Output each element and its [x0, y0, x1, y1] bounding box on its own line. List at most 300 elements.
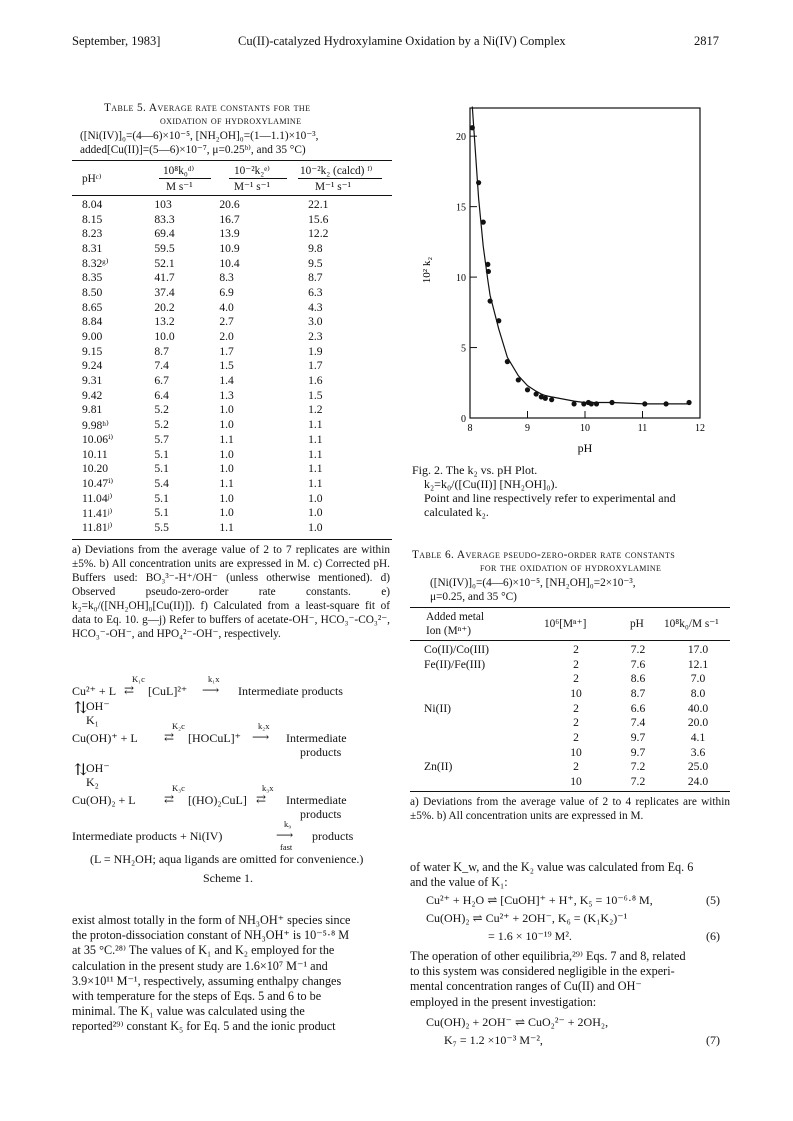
table-cell: 8.35: [82, 271, 103, 285]
table-cell: 9.42: [82, 388, 103, 402]
table-cell: 1.9: [308, 344, 323, 358]
body-line: minimal. The K₁ value was calculated using the: [72, 1004, 305, 1019]
data-point: [516, 377, 521, 382]
table-cell: 8.15: [82, 212, 103, 226]
table-cell: 5.1: [154, 447, 169, 461]
x-tick-label: 10: [580, 423, 590, 434]
data-point: [609, 400, 614, 405]
table-row: [82, 256, 392, 271]
table-cell: 20.2: [154, 300, 175, 314]
data-point: [488, 298, 493, 303]
scheme-r2-products-line2: products: [300, 745, 342, 759]
table5-conditions-line2: added[Cu(II)]=(5—6)×10⁻⁷, μ=0.25ᵇ⁾, and 35 °C): [80, 144, 306, 156]
equilibrium-arrow-icon: ⇄: [256, 792, 267, 806]
table-cell: 8.32ᵍ⁾: [82, 257, 109, 271]
table-cell: 9.24: [82, 359, 103, 373]
table-cell: 1.1: [219, 476, 234, 490]
table-cell: 13.2: [154, 315, 175, 329]
table6-title-line2: for the oxidation of hydroxylamine: [480, 562, 662, 574]
table5-col-k0-unit: M s⁻¹: [166, 181, 193, 193]
table-cell: 13.9: [219, 227, 240, 241]
table-cell: 1.7: [308, 359, 323, 373]
table-cell: 1.0: [219, 418, 234, 432]
table-cell: 10.9: [219, 241, 240, 255]
data-point: [589, 401, 594, 406]
table-row: [424, 745, 730, 760]
table6-header-rule: [410, 640, 730, 641]
table-cell: 2: [573, 730, 579, 744]
table-cell: Ni(II): [424, 701, 452, 715]
table-cell: 2: [573, 716, 579, 730]
y-tick-label: 15: [456, 202, 466, 214]
scheme-r4-k: k₉: [284, 819, 292, 829]
table5-title-line2: oxidation of hydroxylamine: [160, 115, 302, 127]
table-cell: [424, 745, 542, 760]
table-cell: 1.3: [219, 388, 234, 402]
table-cell: 4.0: [219, 300, 234, 314]
table-cell: 9.15: [82, 344, 103, 358]
table-cell: 3.6: [690, 745, 706, 759]
table-cell: 10.4: [219, 256, 240, 270]
table-cell: 1.0: [219, 506, 234, 520]
body-line: calculation in the present study are 1.6×10⁷ M⁻¹ and: [72, 958, 328, 973]
data-point: [496, 318, 501, 323]
table-cell: 15.6: [308, 212, 329, 226]
table-cell: 9.81: [82, 403, 103, 417]
table5-col-k0: 10⁸k₀ᵈ⁾: [163, 165, 195, 177]
table-cell: [424, 774, 542, 789]
table-cell: 1.0: [219, 447, 234, 461]
table6-body: [424, 642, 730, 789]
table-row: [424, 774, 730, 789]
data-point: [581, 401, 586, 406]
table5-col-k2calc-bar: [298, 178, 382, 179]
data-point: [594, 401, 599, 406]
table-cell: 12.1: [687, 657, 709, 671]
data-point: [549, 397, 554, 402]
data-point: [485, 262, 490, 267]
table5-footnote: a) Deviations from the average value of 2 to 7 replicates are within ±5%. b) All concentration units are expressed in M. c) Corrected pH. Buffers used: BO₃³⁻-H⁺/OH⁻ (unless otherwise mentioned). d) Observed pseudo-zero-order rate constants. e) k₂=k₀/([NH₂OH]₀[Cu(II)]). f) Calculated from a least-square fit of data to Eq. 10. g—j) Refer to buffers of acetate-OH⁻, HCO₃⁻-CO₃²⁻, HCO₃⁻-OH⁻, and HPO₄²⁻-OH⁻, respectively.: [72, 544, 390, 640]
table-row: [82, 359, 392, 374]
table-cell: 5.1: [154, 506, 169, 520]
table-cell: 41.7: [154, 271, 175, 285]
table-cell: 1.6: [308, 374, 323, 388]
table-cell: Fe(II)/Fe(III): [424, 657, 486, 671]
table-cell: 1.1: [308, 447, 323, 461]
table-cell: 6.7: [154, 374, 169, 388]
table-cell: 12.2: [308, 227, 329, 241]
y-tick-label: 5: [461, 343, 466, 355]
table-cell: 1.1: [308, 476, 323, 490]
table-cell: 1.1: [219, 432, 234, 446]
table-cell: 1.2: [308, 403, 323, 417]
table-cell: 37.4: [154, 285, 175, 299]
data-point: [534, 391, 539, 396]
table-cell: 5.1: [154, 491, 169, 505]
table-row: [82, 226, 392, 241]
table-row: [82, 285, 392, 300]
body-line: employed in the present investigation:: [410, 994, 597, 1009]
equilibrium-arrow-icon: ⇄: [164, 730, 175, 744]
table-cell: 1.0: [219, 462, 234, 476]
equilibrium-arrow-icon: ⇄: [124, 683, 135, 697]
table-cell: 7.2: [630, 775, 646, 789]
table-cell: 1.5: [308, 388, 323, 402]
table-cell: 5.4: [154, 476, 169, 490]
table-cell: 1.0: [308, 506, 323, 520]
table5-col-k2calc-unit: M⁻¹ s⁻¹: [315, 181, 351, 193]
table-cell: 11.41ʲ⁾: [82, 506, 113, 520]
calculated-k2-line: [472, 107, 689, 404]
table6-conditions: ([Ni(IV)]₀=(4—6)×10⁻⁵, [NH₂OH]₀=2×10⁻³,: [430, 577, 636, 589]
vertical-equilibrium-icon: ⇅: [74, 762, 88, 779]
data-point: [470, 125, 475, 130]
table-cell: 10.20: [82, 462, 109, 476]
body-line: with temperature for the steps of Eqs. 5 and 6 to be: [72, 989, 322, 1004]
table-row: [82, 520, 392, 535]
table-cell: 2.7: [219, 315, 234, 329]
data-point: [543, 396, 548, 401]
table5-header-rule: [72, 195, 392, 196]
scheme-r1-complex: [CuL]²⁺: [148, 684, 188, 698]
table-cell: 8.50: [82, 285, 103, 299]
x-tick-label: 8: [467, 423, 473, 434]
data-point: [525, 387, 530, 392]
table-cell: 8.84: [82, 315, 103, 329]
scheme-r3-products: Intermediate: [286, 793, 347, 807]
table-cell: 11.04ʲ⁾: [82, 492, 113, 506]
table-cell: 1.0: [219, 403, 234, 417]
table-cell: 5.7: [154, 432, 169, 446]
table-row: [82, 197, 392, 212]
scheme-r2-k: K₂c: [172, 721, 185, 731]
data-point: [476, 180, 481, 185]
table-cell: 10.0: [154, 330, 175, 344]
data-point: [486, 269, 491, 274]
table-cell: 7.4: [630, 716, 646, 730]
body-line: at 35 °C.²⁸⁾ The values of K₁ and K₂ employed for the: [72, 943, 335, 958]
equation-6-value: = 1.6 × 10⁻¹⁹ M².: [488, 929, 572, 943]
table-cell: 5.2: [154, 403, 169, 417]
scheme-r2-products: Intermediate: [286, 731, 347, 745]
forward-arrow-icon: ⟶: [276, 828, 294, 842]
table-cell: Co(II)/Co(III): [424, 642, 490, 656]
table-cell: 5.1: [154, 462, 169, 476]
table-row: [82, 388, 392, 403]
table-row: [424, 657, 730, 672]
scheme-r4-reactants: Intermediate products + Ni(IV): [72, 829, 223, 843]
table-cell: 9.7: [630, 730, 646, 744]
table6-conditions-line2: μ=0.25, and 35 °C): [430, 591, 517, 603]
scheme-r4-products: products: [312, 829, 354, 843]
data-point: [663, 401, 668, 406]
table6-col-metal: Added metal: [426, 611, 485, 623]
table-cell: 1.0: [308, 491, 323, 505]
table6-col-k0: 10⁸k₀/M s⁻¹: [664, 618, 719, 630]
running-header-title: Cu(II)-catalyzed Hydroxylamine Oxidation by a Ni(IV) Complex: [238, 34, 566, 48]
table-cell: 52.1: [154, 256, 175, 270]
table5-col-k2-unit: M⁻¹ s⁻¹: [234, 181, 270, 193]
table-cell: 8.23: [82, 227, 103, 241]
table-row: [424, 642, 730, 657]
table-cell: 1.4: [219, 374, 234, 388]
table5-col-k2-bar: [229, 178, 287, 179]
table-cell: 2: [573, 701, 579, 715]
table-row: [424, 730, 730, 745]
table-cell: 5.2: [154, 418, 169, 432]
table5-bottom-rule: [72, 539, 392, 540]
table-cell: 8.7: [630, 686, 646, 700]
y-axis-label: 10² k₂: [421, 256, 433, 284]
y-tick-label: 0: [461, 414, 466, 425]
scheme-r1-products: Intermediate products: [238, 684, 343, 698]
table-cell: 2: [573, 642, 579, 656]
table-cell: 8.04: [82, 197, 103, 211]
scheme-r1-kx: k₁x: [208, 674, 220, 684]
table-cell: 6.6: [630, 701, 646, 715]
scheme-oh1: OH⁻: [86, 699, 110, 713]
scheme-oh2: OH⁻: [86, 761, 110, 775]
table-cell: 40.0: [687, 701, 709, 715]
table6-col-conc: 10⁶[Mⁿ⁺]: [544, 618, 587, 630]
x-tick-label: 11: [637, 423, 648, 434]
table-cell: 1.1: [308, 418, 323, 432]
table6-title: Table 6. Average pseudo-zero-order rate constants: [412, 549, 676, 561]
table-cell: 8.6: [630, 672, 646, 686]
table-cell: 8.7: [154, 344, 169, 358]
scheme-r3-products-line2: products: [300, 807, 342, 821]
data-point: [505, 359, 510, 364]
table-cell: 1.7: [219, 344, 234, 358]
scheme-r1-k: K₁c: [132, 674, 145, 684]
chart-frame: [470, 108, 700, 418]
table-cell: 6.3: [308, 285, 323, 299]
table-cell: 69.4: [154, 227, 175, 241]
table-cell: 9.5: [308, 256, 323, 270]
table5-col-k0-bar: [159, 178, 211, 179]
table-row: [82, 447, 392, 462]
table-row: [82, 212, 392, 227]
equilibrium-arrow-icon: ⇄: [164, 792, 175, 806]
table-cell: 10: [570, 775, 582, 789]
table-cell: 5.5: [154, 520, 169, 534]
body-line: mental concentration ranges of Cu(II) and OH⁻: [410, 979, 642, 994]
table-cell: 2: [573, 760, 579, 774]
scheme-r2-reactants: Cu(OH)⁺ + L: [72, 731, 138, 745]
fig2-caption-line2: k₂=k₀/([Cu(II)] [NH₂OH]₀).: [424, 477, 558, 491]
fig2-caption-line3: Point and line respectively refer to experimental and: [424, 491, 676, 505]
data-point: [686, 400, 691, 405]
table-cell: 103: [154, 197, 172, 211]
table5-col-k2calc: 10⁻²k₂ (calcd) ᶠ⁾: [300, 165, 373, 177]
table-row: [82, 315, 392, 330]
table-cell: 1.1: [219, 520, 234, 534]
scheme-r1-reactants: Cu²⁺ + L: [72, 684, 117, 698]
equation-7: Cu(OH)₂ + 2OH⁻ ⇌ CuO₂²⁻ + 2OH₂,: [426, 1015, 609, 1029]
table-row: [82, 432, 392, 447]
x-tick-label: 9: [525, 423, 530, 434]
fig2-caption-line4: calculated k₂.: [424, 505, 489, 519]
table-row: [82, 300, 392, 315]
table-cell: Zn(II): [424, 760, 453, 774]
table-cell: 1.0: [308, 520, 323, 534]
table-row: [82, 476, 392, 491]
table-cell: 20.6: [219, 197, 240, 211]
table-cell: 8.7: [308, 271, 323, 285]
equation-6: Cu(OH)₂ ⇌ Cu²⁺ + 2OH⁻, K₆ = (K₁K₂)⁻¹: [426, 911, 628, 925]
table-cell: 7.4: [154, 359, 169, 373]
table-row: [424, 671, 730, 686]
table-cell: 25.0: [687, 760, 709, 774]
table-cell: 10: [570, 686, 582, 700]
equation-5: Cu²⁺ + H₂O ⇌ [CuOH]⁺ + H⁺, K₅ = 10⁻⁶·⁸ M,: [426, 893, 653, 907]
body-line: The operation of other equilibria,²⁹⁾ Eqs. 7 and 8, related: [410, 949, 686, 963]
equation-5-number: (5): [706, 893, 720, 907]
data-point: [481, 220, 486, 225]
table-cell: 59.5: [154, 241, 175, 255]
right-body-line: of water K_w, and the K₂ value was calculated from Eq. 6: [410, 860, 694, 874]
equation-7-number: (7): [706, 1033, 720, 1047]
table-cell: 7.6: [630, 657, 646, 671]
table6-col-metal-line2: Ion (Mⁿ⁺): [426, 625, 471, 637]
y-tick-label: 20: [456, 132, 466, 144]
table6-bottom-rule: [410, 791, 730, 792]
table-cell: 2.3: [308, 330, 323, 344]
running-header-date: September, 1983]: [72, 34, 161, 48]
table-cell: 3.0: [308, 315, 323, 329]
table-row: [82, 491, 392, 506]
forward-arrow-icon: ⟶: [202, 683, 220, 697]
scheme-r3-k: K₃c: [172, 783, 185, 793]
equation-7-value: K₇ = 1.2 ×10⁻³ M⁻²,: [444, 1033, 543, 1047]
table-row: [82, 373, 392, 388]
table-row: [424, 760, 730, 775]
table-row: [424, 701, 730, 716]
right-body-paragraph: [410, 949, 730, 1010]
data-point: [571, 401, 576, 406]
scheme-note: (L = NH₂OH; aqua ligands are omitted for convenience.): [90, 852, 364, 866]
table-cell: 8.3: [219, 271, 234, 285]
body-line: the proton-dissociation constant of NH₃OH⁺ is 10⁻⁵·⁸ M: [72, 928, 350, 943]
table-cell: 7.0: [690, 672, 706, 686]
table-cell: [424, 671, 542, 686]
table-row: [82, 461, 392, 476]
table5-col-k2: 10⁻²k₂ᵉ⁾: [234, 165, 270, 177]
table-cell: 16.7: [219, 212, 240, 226]
table6-footnote: a) Deviations from the average value of 2 to 4 replicates are within ±5%. b) All concentration units are expressed in M.: [410, 796, 730, 822]
table-row: [82, 329, 392, 344]
scheme-k1: K₁: [86, 713, 99, 727]
table5-conditions: ([Ni(IV)]₀=(4—6)×10⁻⁵, [NH₂OH]₀=(1—1.1)×10⁻³,: [80, 130, 319, 142]
table-row: [82, 417, 392, 432]
table5-col-ph: pHᶜ⁾: [82, 173, 102, 185]
table-cell: 9.8: [308, 241, 323, 255]
table-cell: 2: [573, 657, 579, 671]
table-cell: 10: [570, 745, 582, 759]
table-cell: 10.47ⁱ⁾: [82, 477, 114, 491]
body-line: exist almost totally in the form of NH₃OH⁺ species since: [72, 913, 351, 927]
table-cell: 1.1: [308, 432, 323, 446]
table5-top-rule: [72, 160, 392, 161]
left-body-paragraph: [72, 913, 392, 1035]
table-cell: 11.81ʲ⁾: [82, 521, 113, 535]
page-number: 2817: [694, 34, 719, 48]
table-cell: 9.98ʰ⁾: [82, 418, 109, 432]
table-cell: [424, 730, 542, 745]
scheme-r3-kx: k₃x: [262, 783, 274, 793]
table-cell: 9.31: [82, 374, 103, 388]
table-cell: 4.1: [690, 730, 706, 744]
table-cell: 7.2: [630, 642, 646, 656]
table-cell: 24.0: [687, 775, 709, 789]
table-cell: 8.31: [82, 241, 103, 255]
scheme-r2-complex: [HOCuL]⁺: [188, 731, 241, 745]
table6-col-ph: pH: [630, 618, 644, 630]
table-cell: 2: [573, 672, 579, 686]
scheme-r4-fast: fast: [280, 842, 293, 852]
fig2-chart: [400, 100, 720, 460]
data-point: [642, 401, 647, 406]
table-row: [424, 686, 730, 701]
body-line: reported²⁹⁾ constant K₅ for Eq. 5 and the ionic product: [72, 1019, 336, 1034]
scheme-caption: Scheme 1.: [203, 871, 253, 885]
table-cell: [424, 715, 542, 730]
table-row: [82, 505, 392, 520]
table-row: [82, 241, 392, 256]
table-row: [82, 403, 392, 418]
equation-6-number: (6): [706, 929, 720, 943]
fig2-caption: Fig. 2. The k₂ vs. pH Plot.: [412, 463, 538, 477]
table-cell: 6.4: [154, 388, 169, 402]
table-cell: [424, 686, 542, 701]
table-cell: 17.0: [687, 642, 709, 656]
table-cell: 7.2: [630, 760, 646, 774]
table-cell: 8.0: [690, 686, 706, 700]
body-line: to this system was considered negligible in the experi-: [410, 964, 675, 979]
table6-top-rule: [410, 607, 730, 608]
scheme-r2-kx: k₂x: [258, 721, 270, 731]
table-cell: 9.00: [82, 330, 103, 344]
x-axis-label: pH: [577, 441, 593, 455]
scheme-r3-reactants: Cu(OH)₂ + L: [72, 793, 136, 807]
table-row: [424, 715, 730, 730]
table-row: [82, 270, 392, 285]
table-cell: 20.0: [687, 716, 709, 730]
table-cell: 9.7: [630, 745, 646, 759]
vertical-equilibrium-icon: ⇅: [74, 700, 88, 717]
right-body-line: and the value of K₁:: [410, 875, 508, 889]
table5-title: Table 5. Average rate constants for the: [104, 102, 311, 114]
table-cell: 2.0: [219, 330, 234, 344]
table-cell: 4.3: [308, 300, 323, 314]
body-line: 3.9×10¹¹ M⁻¹, respectively, assuming enthalpy changes: [72, 973, 342, 988]
x-tick-label: 12: [695, 423, 705, 434]
scheme-1: [72, 674, 402, 874]
forward-arrow-icon: ⟶: [252, 730, 270, 744]
table-cell: 8.65: [82, 300, 103, 314]
table-cell: 1.5: [219, 359, 234, 373]
table-cell: 10.11: [82, 447, 108, 461]
table-cell: 6.9: [219, 285, 234, 299]
scheme-k2: K₂: [86, 775, 99, 789]
table-cell: 10.06ⁱ⁾: [82, 433, 114, 447]
table-cell: 1.0: [219, 491, 234, 505]
scheme-r3-complex: [(HO)₂CuL]: [188, 793, 247, 807]
table5-body: [82, 197, 392, 535]
table-cell: 22.1: [308, 197, 329, 211]
y-tick-label: 10: [456, 273, 466, 285]
table-cell: 1.1: [308, 462, 323, 476]
